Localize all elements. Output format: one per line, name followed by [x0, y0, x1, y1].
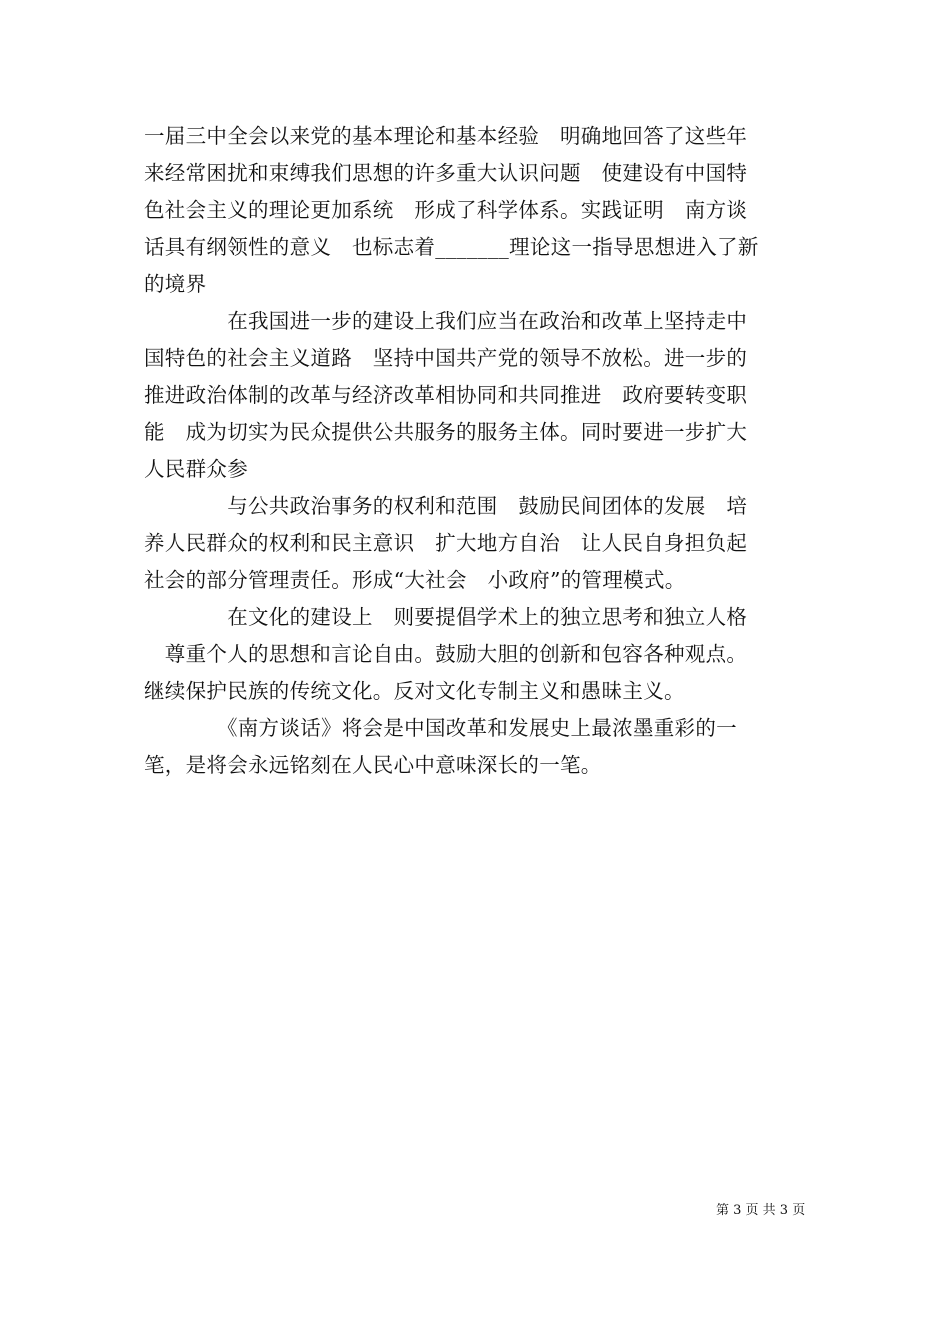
page-number-footer: 第 3 页 共 3 页	[716, 1203, 806, 1218]
text-line: 人民群众参	[144, 457, 248, 481]
text-line: 在文化的建设上 则要提倡学术上的独立思考和独立人格	[144, 605, 748, 629]
text-line: 继续保护民族的传统文化。反对文化专制主义和愚昧主义。	[144, 679, 685, 703]
text-line: 养人民群众的权利和民主意识 扩大地方自治 让人民自身担负起	[144, 531, 748, 555]
text-line: 笔，是将会永远铭刻在人民心中意味深长的一笔。	[144, 753, 602, 777]
text-line: 社会的部分管理责任。形成“大社会 小政府”的管理模式。	[144, 568, 686, 592]
text-line: 色社会主义的理论更加系统 形成了科学体系。实践证明 南方谈	[144, 198, 748, 222]
text-line: 话具有纲领性的意义 也标志着_______理论这一指导思想进入了新	[144, 235, 759, 259]
text-line: 的境界	[144, 272, 207, 296]
text-line: 能 成为切实为民众提供公共服务的服务主体。同时要进一步扩大	[144, 420, 748, 444]
text-line: 在我国进一步的建设上我们应当在政治和改革上坚持走中	[144, 309, 748, 333]
text-line: 一届三中全会以来党的基本理论和基本经验 明确地回答了这些年	[144, 124, 748, 148]
text-line: 国特色的社会主义道路 坚持中国共产党的领导不放松。进一步的	[144, 346, 748, 370]
text-line: 尊重个人的思想和言论自由。鼓励大胆的创新和包容各种观点。	[144, 642, 748, 666]
text-line: 推进政治体制的改革与经济改革相协同和共同推进 政府要转变职	[144, 383, 748, 407]
text-line: 与公共政治事务的权利和范围 鼓励民间团体的发展 培	[144, 494, 748, 518]
text-line: 来经常困扰和束缚我们思想的许多重大认识问题 使建设有中国特	[144, 161, 748, 185]
text-line: 《南方谈话》将会是中国改革和发展史上最浓墨重彩的一	[144, 716, 737, 740]
document-body	[144, 118, 808, 784]
